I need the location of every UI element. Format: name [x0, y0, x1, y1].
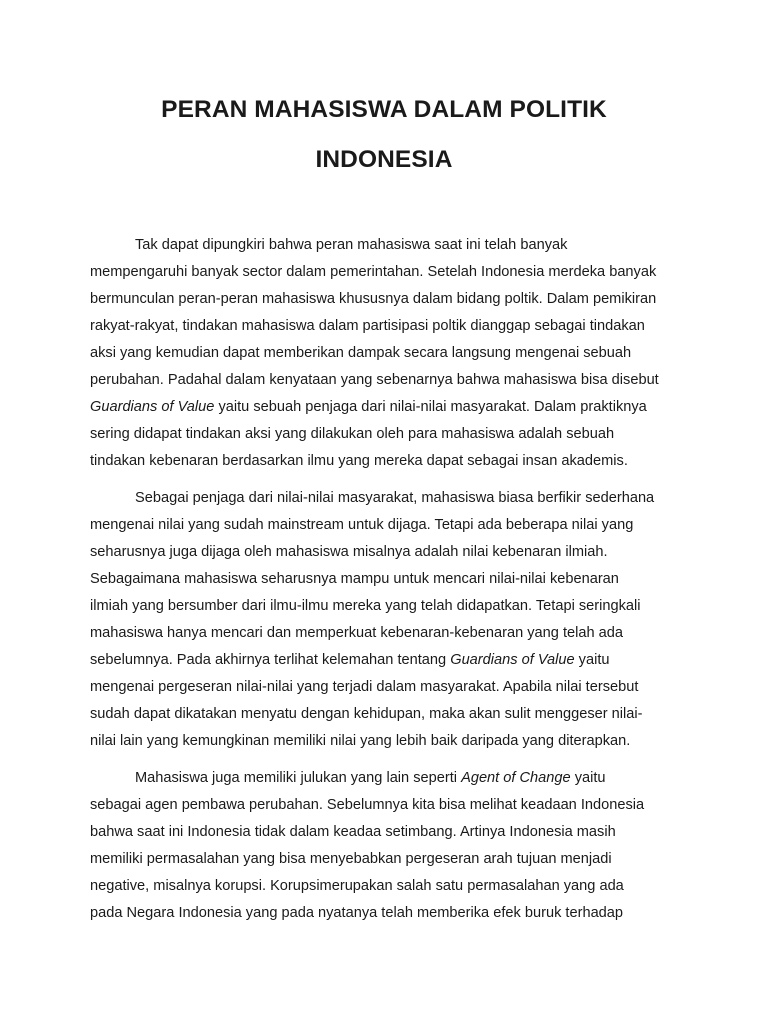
paragraph-2 — [90, 485, 680, 755]
text-line: tindakan kebenaran berdasarkan ilmu yang mereka dapat sebagai insan akademis. — [90, 453, 628, 469]
text-line: pada Negara Indonesia yang pada nyatanya telah memberika efek buruk terhadap — [90, 905, 624, 921]
text-line — [90, 647, 680, 674]
text-run: Mahasiswa juga memiliki julukan yang lain seperti — [135, 770, 462, 786]
text-line: mengenai nilai yang sudah mainstream untuk dijaga. Tetapi ada beberapa nilai yang — [90, 517, 634, 533]
text-line: mengenai pergeseran nilai-nilai yang terjadi dalam masyarakat. Apabila nilai tersebut — [90, 679, 639, 695]
text-line — [90, 765, 680, 792]
text-line: perubahan. Padahal dalam kenyataan yang sebenarnya bahwa mahasiswa bisa disebut — [90, 372, 659, 388]
text-line: aksi yang kemudian dapat memberikan dampak secara langsung mengenai sebuah — [90, 345, 632, 361]
text-line: mempengaruhi banyak sector dalam pemerintahan. Setelah Indonesia merdeka banyak — [90, 264, 657, 280]
italic-term: Guardians of Value — [90, 399, 215, 415]
italic-term: Guardians of Value — [450, 652, 575, 668]
document-title-line-2: INDONESIA — [315, 146, 453, 173]
text-line: sudah dapat dikatakan menyatu dengan kehidupan, maka akan sulit menggeser nilai- — [90, 706, 643, 722]
text-line: sering didapat tindakan aksi yang dilakukan oleh para mahasiswa adalah sebuah — [90, 426, 615, 442]
text-line: nilai lain yang kemungkinan memiliki nilai yang lebih baik daripada yang diterapkan. — [90, 733, 631, 749]
text-run: yaitu sebuah penjaga dari nilai-nilai masyarakat. Dalam praktiknya — [214, 399, 647, 415]
text-line: bahwa saat ini Indonesia tidak dalam keadaa setimbang. Artinya Indonesia masih — [90, 824, 616, 840]
paragraph-3 — [90, 765, 680, 927]
text-line: Tak dapat dipungkiri bahwa peran mahasiswa saat ini telah banyak — [135, 237, 568, 253]
document-title-line-1: PERAN MAHASISWA DALAM POLITIK — [161, 96, 607, 123]
paragraph-1 — [90, 232, 680, 475]
italic-term: Agent of Change — [461, 770, 571, 786]
text-line: bermunculan peran-peran mahasiswa khususnya dalam bidang poltik. Dalam pemikiran — [90, 291, 657, 307]
text-line: mahasiswa hanya mencari dan memperkuat kebenaran-kebenaran yang telah ada — [90, 625, 623, 641]
text-run: yaitu — [574, 652, 610, 668]
text-line: sebagai agen pembawa perubahan. Sebelumnya kita bisa melihat keadaan Indonesia — [90, 797, 645, 813]
text-line: memiliki permasalahan yang bisa menyebabkan pergeseran arah tujuan menjadi — [90, 851, 612, 867]
text-run: sebelumnya. Pada akhirnya terlihat kelemahan tentang — [90, 652, 451, 668]
text-line — [90, 394, 680, 421]
text-run: yaitu — [570, 770, 606, 786]
text-line: rakyat-rakyat, tindakan mahasiswa dalam partisipasi poltik dianggap sebagai tindakan — [90, 318, 645, 334]
text-line: Sebagai penjaga dari nilai-nilai masyarakat, mahasiswa biasa berfikir sederhana — [135, 490, 655, 506]
text-line: Sebagaimana mahasiswa seharusnya mampu untuk mencari nilai-nilai kebenaran — [90, 571, 619, 587]
text-line: negative, misalnya korupsi. Korupsimerupakan salah satu permasalahan yang ada — [90, 878, 624, 894]
text-line: seharusnya juga dijaga oleh mahasiswa misalnya adalah nilai kebenaran ilmiah. — [90, 544, 608, 560]
text-line: ilmiah yang bersumber dari ilmu-ilmu mereka yang telah didapatkan. Tetapi seringkali — [90, 598, 641, 614]
document-body — [90, 232, 680, 937]
